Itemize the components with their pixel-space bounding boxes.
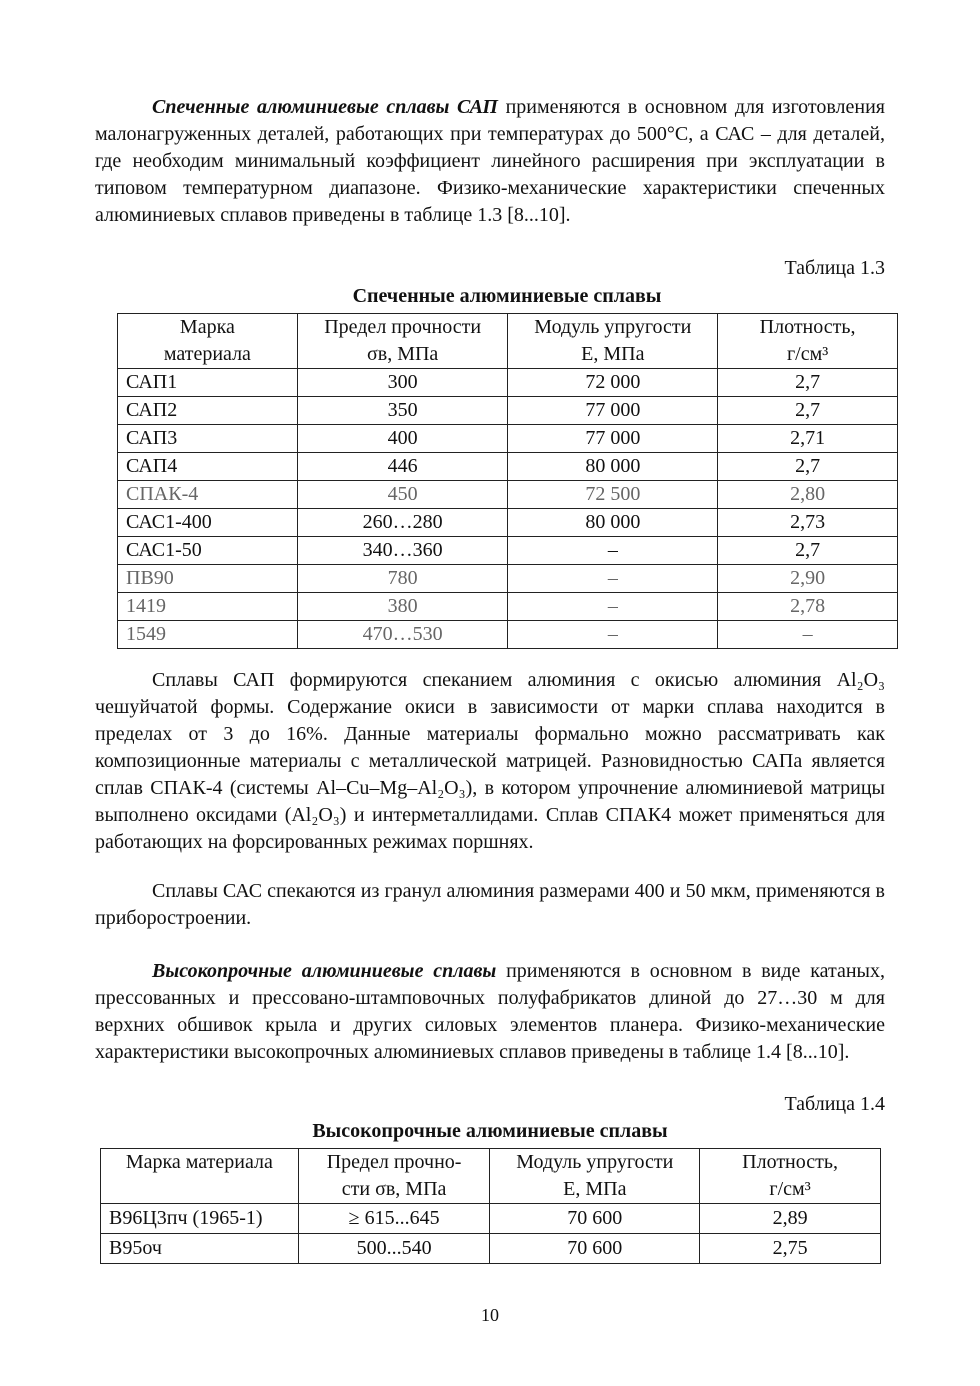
header-line: Плотность,: [759, 316, 856, 338]
table-cell: 2,89: [700, 1204, 881, 1234]
table-cell: 2,7: [718, 397, 898, 425]
table-cell: 2,90: [718, 565, 898, 593]
table-row: [118, 537, 898, 565]
table-cell: 2,7: [718, 369, 898, 397]
header-line: Марка материала: [125, 1151, 273, 1173]
table-row: [118, 397, 898, 425]
header-line: Модуль упругости: [516, 1151, 674, 1173]
table-cell: –: [718, 621, 898, 649]
table-cell: 2,71: [718, 425, 898, 453]
table-cell: САП2: [118, 397, 298, 425]
table-row: [118, 509, 898, 537]
table-row: [101, 1204, 881, 1234]
table-cell: ПВ90: [118, 565, 298, 593]
table-cell: 340…360: [297, 537, 508, 565]
table-cell: САП1: [118, 369, 298, 397]
table-cell: 1419: [118, 593, 298, 621]
table-cell: 77 000: [508, 397, 718, 425]
table-cell: ≥ 615...645: [298, 1204, 490, 1234]
header-line: материала: [163, 343, 251, 365]
header-line: σв, МПа: [366, 343, 439, 365]
column-header: [118, 314, 298, 369]
table-row: [118, 621, 898, 649]
table-cell: 446: [297, 453, 508, 481]
paragraph-text: применяются в основном для изготовления малонагруженных деталей, работающих при температурах до 500°С, а САС – для деталей, где необходим минимальный коэффициент линейного расширения при эксплуатации в типовом температурном диапазоне. Физико-механические характеристики спеченных алюминиевых сплавов приведены в таблице 1.3 [8...10].: [95, 96, 886, 226]
table-cell: 70 600: [490, 1234, 700, 1264]
table-cell: В95оч: [101, 1234, 299, 1264]
column-header: [700, 1149, 881, 1204]
header-line: Марка: [179, 316, 235, 338]
table-cell: СПАК-4: [118, 481, 298, 509]
header-line: Предел прочности: [324, 316, 482, 338]
table-1: [117, 313, 898, 649]
table-row: [118, 593, 898, 621]
paragraph-1: [95, 94, 885, 229]
table-cell: –: [508, 565, 718, 593]
table-cell: 72 500: [508, 481, 718, 509]
lead-text: Высокопрочные алюминиевые сплавы: [152, 960, 497, 982]
table-cell: 500...540: [298, 1234, 490, 1264]
table-2-caption: Таблица 1.4: [784, 1093, 885, 1115]
header-line: г/см³: [769, 1178, 811, 1200]
table-cell: 350: [297, 397, 508, 425]
header-line: Плотность,: [742, 1151, 838, 1173]
table-cell: 72 000: [508, 369, 718, 397]
table-cell: 2,78: [718, 593, 898, 621]
table-row: [118, 481, 898, 509]
header-line: Е, МПа: [563, 1178, 627, 1200]
column-header: [718, 314, 898, 369]
header-line: Модуль упругости: [534, 316, 692, 338]
header-line: Е, МПа: [581, 343, 645, 365]
lead-text: Спеченные алюминиевые сплавы САП: [152, 96, 498, 118]
column-header: [490, 1149, 700, 1204]
table-cell: 780: [297, 565, 508, 593]
table-cell: САП3: [118, 425, 298, 453]
column-header: [508, 314, 718, 369]
column-header: [297, 314, 508, 369]
table-cell: 470…530: [297, 621, 508, 649]
table-cell: САС1-400: [118, 509, 298, 537]
table-cell: 300: [297, 369, 508, 397]
table-row: [118, 453, 898, 481]
table-cell: 260…280: [297, 509, 508, 537]
header-line: Предел прочно-: [326, 1151, 462, 1173]
table-2-title: Высокопрочные алюминиевые сплавы: [312, 1120, 668, 1142]
header-line: сти σв, МПа: [341, 1178, 447, 1200]
table-row: [118, 369, 898, 397]
table-cell: 2,7: [718, 537, 898, 565]
table-cell: САП4: [118, 453, 298, 481]
table-cell: –: [508, 621, 718, 649]
table-2: [100, 1148, 881, 1264]
table-cell: 77 000: [508, 425, 718, 453]
header-line: г/см³: [786, 343, 829, 365]
table-cell: –: [508, 593, 718, 621]
table-cell: 2,73: [718, 509, 898, 537]
paragraph-2: Сплавы САП формируются спеканием алюминия с окисью алюминия Al₂O₃ чешуйчатой формы. Содержание окиси в зависимости от марки сплава находится в пределах от 3 до 16%. Данные материалы формально можно рассматривать как композиционные материалы с металлической матрицей. Разновидностью САПа является сплав СПАК-4 (системы Al–Cu–Mg–Al₂O₃), в котором упрочнение алюминиевой матрицы выполнено оксидами (Al₂O₃) и интерметаллидами. Сплав СПАК4 может применяться для работающих на форсированных режимах поршнях.: [95, 669, 885, 853]
page-number: 10: [481, 1305, 499, 1325]
table-cell: 80 000: [508, 453, 718, 481]
table-row: [101, 1234, 881, 1264]
table-cell: 400: [297, 425, 508, 453]
paragraph-3: Сплавы САС спекаются из гранул алюминия размерами 400 и 50 мкм, применяются в приборостроении.: [95, 880, 885, 929]
table-row: [118, 565, 898, 593]
paragraph-4: [95, 958, 885, 1066]
table-cell: 1549: [118, 621, 298, 649]
table-cell: 450: [297, 481, 508, 509]
table-cell: САС1-50: [118, 537, 298, 565]
column-header: [101, 1149, 299, 1204]
table-cell: 380: [297, 593, 508, 621]
table-row: [118, 425, 898, 453]
paragraph-text: применяются в основном в виде катаных, прессованных и прессовано-штамповочных полуфабрикатов длиной до 27…30 м для верхних обшивок крыла и других силовых элементов планера. Физико-механические характеристики высокопрочных алюминиевых сплавов приведены в таблице 1.4 [8...10].: [95, 960, 885, 1063]
table-cell: 70 600: [490, 1204, 700, 1234]
table-1-caption: Таблица 1.3: [784, 257, 885, 279]
column-header: [298, 1149, 490, 1204]
table-cell: 2,75: [700, 1234, 881, 1264]
table-1-title: Спеченные алюминиевые сплавы: [352, 285, 662, 307]
table-cell: 80 000: [508, 509, 718, 537]
table-cell: 2,7: [718, 453, 898, 481]
table-cell: 2,80: [718, 481, 898, 509]
table-cell: В96Ц3пч (1965-1): [101, 1204, 299, 1234]
table-cell: –: [508, 537, 718, 565]
